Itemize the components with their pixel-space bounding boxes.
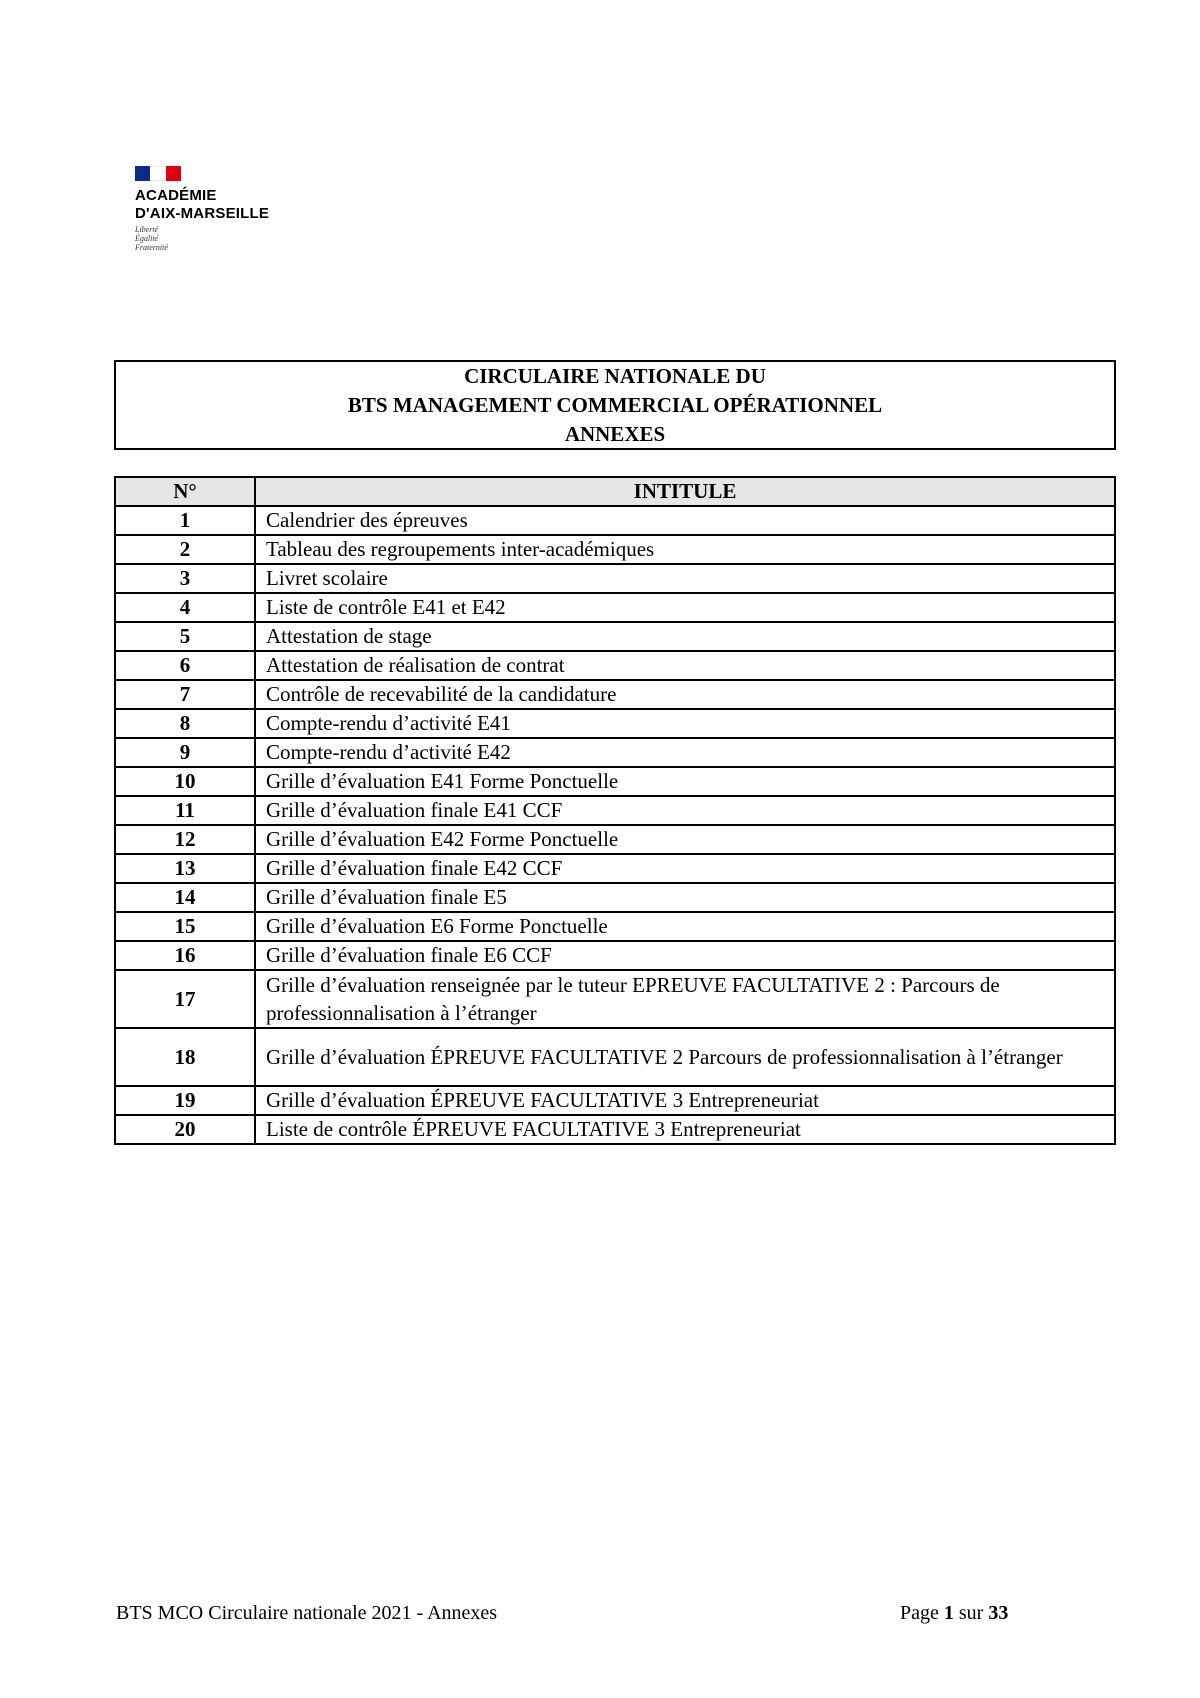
table-row	[115, 709, 1115, 738]
annex-number: 5	[115, 622, 255, 651]
annex-title: Compte-rendu d’activité E41	[255, 709, 1115, 738]
annex-number: 17	[115, 970, 255, 1028]
logo-line-1: ACADÉMIE	[135, 187, 217, 204]
annex-number: 14	[115, 883, 255, 912]
annex-title: Grille d’évaluation renseignée par le tuteur EPREUVE FACULTATIVE 2 : Parcours de professionnalisation à l’étranger	[255, 970, 1115, 1028]
annex-title: Livret scolaire	[255, 564, 1115, 593]
table-row	[115, 651, 1115, 680]
motto-liberte: Liberté	[135, 225, 159, 234]
annex-number: 10	[115, 767, 255, 796]
annex-table-body	[115, 506, 1115, 1144]
footer-page-mid: sur	[958, 1602, 984, 1624]
french-flag-icon	[135, 166, 181, 181]
annex-number: 15	[115, 912, 255, 941]
footer-page-number	[900, 1602, 1008, 1625]
header-label: INTITULE	[255, 477, 1115, 506]
annex-title: Tableau des regroupements inter-académiques	[255, 535, 1115, 564]
footer-page-current: 1	[943, 1602, 954, 1624]
table-row	[115, 912, 1115, 941]
annex-title: Grille d’évaluation ÉPREUVE FACULTATIVE 3 Entrepreneuriat	[255, 1086, 1115, 1115]
annex-title: Grille d’évaluation E6 Forme Ponctuelle	[255, 912, 1115, 941]
annex-title: Grille d’évaluation E42 Forme Ponctuelle	[255, 825, 1115, 854]
table-header-row	[115, 477, 1115, 506]
annex-title: Attestation de réalisation de contrat	[255, 651, 1115, 680]
annex-title: Liste de contrôle ÉPREUVE FACULTATIVE 3 Entrepreneuriat	[255, 1115, 1115, 1144]
annex-number: 4	[115, 593, 255, 622]
annex-title: Grille d’évaluation finale E42 CCF	[255, 854, 1115, 883]
annex-title: Liste de contrôle E41 et E42	[255, 593, 1115, 622]
annex-number: 16	[115, 941, 255, 970]
footer-document-name: BTS MCO Circulaire nationale 2021 - Annexes	[116, 1602, 498, 1624]
annex-title: Calendrier des épreuves	[255, 506, 1115, 535]
annex-number: 3	[115, 564, 255, 593]
table-row	[115, 535, 1115, 564]
table-row	[115, 767, 1115, 796]
table-row	[115, 825, 1115, 854]
annex-number: 2	[115, 535, 255, 564]
table-row	[115, 506, 1115, 535]
annex-title: Compte-rendu d’activité E42	[255, 738, 1115, 767]
annex-number: 8	[115, 709, 255, 738]
table-row	[115, 796, 1115, 825]
annex-number: 20	[115, 1115, 255, 1144]
logo-line-2: D'AIX-MARSEILLE	[135, 205, 270, 222]
table-row	[115, 564, 1115, 593]
table-row	[115, 1028, 1115, 1086]
document-title-box	[114, 360, 1116, 450]
annex-number: 9	[115, 738, 255, 767]
title-line-1: CIRCULAIRE NATIONALE DU	[464, 363, 766, 388]
annex-number: 6	[115, 651, 255, 680]
annex-title: Attestation de stage	[255, 622, 1115, 651]
table-row	[115, 854, 1115, 883]
annex-number: 11	[115, 796, 255, 825]
title-line-3: ANNEXES	[564, 421, 666, 446]
motto-egalite: Égalité	[135, 234, 159, 243]
annex-title: Grille d’évaluation finale E6 CCF	[255, 941, 1115, 970]
annex-number: 1	[115, 506, 255, 535]
table-row	[115, 970, 1115, 1028]
annex-title: Grille d’évaluation E41 Forme Ponctuelle	[255, 767, 1115, 796]
annex-number: 7	[115, 680, 255, 709]
annex-title: Contrôle de recevabilité de la candidature	[255, 680, 1115, 709]
table-row	[115, 680, 1115, 709]
annex-number: 18	[115, 1028, 255, 1086]
annex-number: 13	[115, 854, 255, 883]
annex-title: Grille d’évaluation ÉPREUVE FACULTATIVE 2 Parcours de professionnalisation à l’étranger	[255, 1028, 1115, 1086]
annex-title: Grille d’évaluation finale E5	[255, 883, 1115, 912]
table-row	[115, 622, 1115, 651]
annex-number: 12	[115, 825, 255, 854]
table-row	[115, 941, 1115, 970]
header-num: N°	[115, 477, 255, 506]
annex-number: 19	[115, 1086, 255, 1115]
footer-page-prefix: Page	[900, 1602, 939, 1624]
footer-page-total: 33	[988, 1602, 1009, 1624]
motto-fraternite: Fraternité	[135, 243, 168, 252]
annex-table	[114, 476, 1116, 1145]
academy-logo	[135, 166, 295, 252]
title-line-2: BTS MANAGEMENT COMMERCIAL OPÉRATIONNEL	[347, 392, 883, 417]
table-row	[115, 593, 1115, 622]
logo-motto	[135, 225, 295, 252]
table-row	[115, 738, 1115, 767]
annex-title: Grille d’évaluation finale E41 CCF	[255, 796, 1115, 825]
table-row	[115, 1086, 1115, 1115]
table-row	[115, 1115, 1115, 1144]
table-row	[115, 883, 1115, 912]
